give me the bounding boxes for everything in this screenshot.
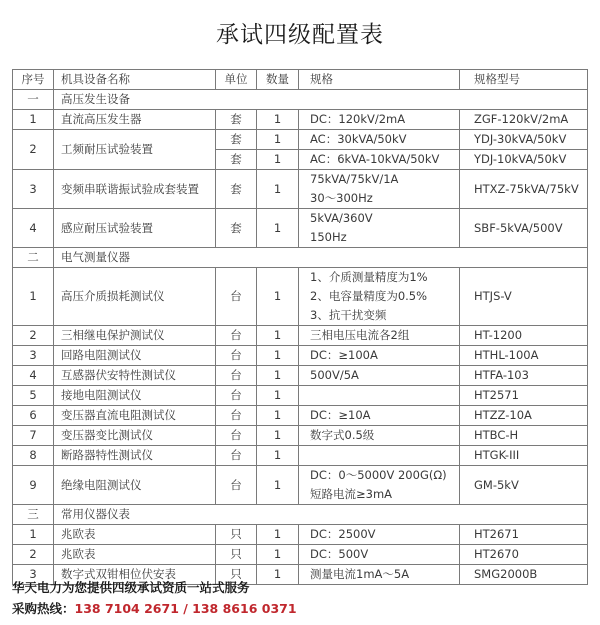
item-model: HTGK-III (460, 446, 588, 466)
item-spec (299, 386, 460, 406)
item-model: ZGF-120kV/2mA (460, 110, 588, 130)
item-quantity: 1 (257, 545, 299, 565)
item-number: 1 (13, 268, 54, 326)
item-unit: 只 (216, 525, 257, 545)
spec-line: 150Hz (310, 230, 347, 244)
item-spec (299, 466, 460, 505)
item-quantity: 1 (257, 426, 299, 446)
item-quantity: 1 (257, 346, 299, 366)
table-row (13, 366, 588, 386)
spec-line: DC：≥10A (310, 408, 371, 422)
item-spec (299, 170, 460, 209)
item-model: YDJ-10kVA/50kV (460, 150, 588, 170)
spec-line: AC：6kVA-10kVA/50kV (310, 152, 440, 166)
table-body (13, 90, 588, 585)
column-header-spec: 规格 (299, 70, 460, 90)
spec-line: DC：120kV/2mA (310, 112, 406, 126)
item-name: 兆欧表 (54, 525, 216, 545)
table-row (13, 406, 588, 426)
spec-line: DC：0～5000V 200G(Ω) (310, 468, 447, 482)
item-number: 3 (13, 346, 54, 366)
item-number: 5 (13, 386, 54, 406)
item-unit: 套 (216, 209, 257, 248)
column-header-qty: 数量 (257, 70, 299, 90)
item-unit: 台 (216, 386, 257, 406)
item-unit: 台 (216, 366, 257, 386)
table-row (13, 525, 588, 545)
spec-line: 3、抗干扰变频 (310, 308, 387, 322)
item-quantity: 1 (257, 446, 299, 466)
item-model: HTJS-V (460, 268, 588, 326)
item-model: HT-1200 (460, 326, 588, 346)
item-quantity: 1 (257, 406, 299, 426)
item-number: 9 (13, 466, 54, 505)
item-name: 变频串联谐振试验成套装置 (54, 170, 216, 209)
config-table (12, 69, 588, 585)
item-spec (299, 366, 460, 386)
section-row (13, 505, 588, 525)
hotline-numbers: 138 7104 2671 / 138 8616 0371 (74, 601, 297, 616)
item-number: 3 (13, 170, 54, 209)
section-title: 电气测量仪器 (54, 248, 588, 268)
spec-line: DC：≥100A (310, 348, 378, 362)
item-unit: 台 (216, 326, 257, 346)
item-spec (299, 346, 460, 366)
item-quantity: 1 (257, 170, 299, 209)
column-header-index: 序号 (13, 70, 54, 90)
item-quantity: 1 (257, 466, 299, 505)
item-name: 回路电阻测试仪 (54, 346, 216, 366)
table-row (13, 110, 588, 130)
section-row (13, 90, 588, 110)
table-row (13, 268, 588, 326)
item-spec (299, 268, 460, 326)
item-name: 数字式双钳相位伏安表 (54, 565, 216, 585)
item-model: SMG2000B (460, 565, 588, 585)
item-unit: 台 (216, 268, 257, 326)
item-number: 2 (13, 326, 54, 346)
item-name: 工频耐压试验装置 (54, 130, 216, 170)
section-index: 一 (13, 90, 54, 110)
item-model: HT2671 (460, 525, 588, 545)
page-title: 承试四级配置表 (216, 22, 384, 48)
item-unit: 套 (216, 170, 257, 209)
item-unit: 台 (216, 346, 257, 366)
table-row (13, 209, 588, 248)
item-name: 高压介质损耗测试仪 (54, 268, 216, 326)
item-model: YDJ-30kVA/50kV (460, 130, 588, 150)
item-unit: 只 (216, 545, 257, 565)
item-unit: 套 (216, 130, 257, 150)
item-name: 互感器伏安特性测试仪 (54, 366, 216, 386)
item-name: 感应耐压试验装置 (54, 209, 216, 248)
table-row (13, 130, 588, 150)
item-unit: 台 (216, 446, 257, 466)
item-unit: 套 (216, 110, 257, 130)
spec-line: 500V/5A (310, 368, 359, 382)
item-quantity: 1 (257, 130, 299, 150)
item-spec (299, 525, 460, 545)
item-unit: 台 (216, 406, 257, 426)
item-quantity: 1 (257, 110, 299, 130)
column-header-model: 规格型号 (460, 70, 588, 90)
spec-line: 测量电流1mA～5A (310, 567, 410, 581)
section-index: 二 (13, 248, 54, 268)
item-number: 6 (13, 406, 54, 426)
spec-line: 5kVA/360V (310, 211, 373, 225)
item-spec (299, 209, 460, 248)
hotline-label: 采购热线： (12, 601, 75, 616)
spec-line: 75kVA/75kV/1A (310, 172, 399, 186)
item-spec (299, 565, 460, 585)
item-model: HTXZ-75kVA/75kV (460, 170, 588, 209)
item-quantity: 1 (257, 268, 299, 326)
item-number: 2 (13, 545, 54, 565)
item-quantity: 1 (257, 565, 299, 585)
item-spec (299, 130, 460, 150)
item-number: 4 (13, 366, 54, 386)
item-spec (299, 326, 460, 346)
footer-hotline (12, 599, 297, 617)
item-quantity: 1 (257, 386, 299, 406)
table-row (13, 346, 588, 366)
item-quantity: 1 (257, 366, 299, 386)
table-row (13, 170, 588, 209)
item-model: HTHL-100A (460, 346, 588, 366)
spec-line: 2、电容量精度为0.5% (310, 289, 428, 303)
item-spec (299, 446, 460, 466)
item-spec (299, 110, 460, 130)
spec-line: 数字式0.5级 (310, 428, 375, 442)
table-row (13, 446, 588, 466)
table-row (13, 545, 588, 565)
item-name: 三相继电保护测试仪 (54, 326, 216, 346)
spec-line: DC：2500V (310, 527, 376, 541)
item-name: 绝缘电阻测试仪 (54, 466, 216, 505)
item-name: 接地电阻测试仪 (54, 386, 216, 406)
section-row (13, 248, 588, 268)
item-model: GM-5kV (460, 466, 588, 505)
item-number: 2 (13, 130, 54, 170)
item-model: HTZZ-10A (460, 406, 588, 426)
item-unit: 只 (216, 565, 257, 585)
spec-line: 三相电压电流各2组 (310, 328, 410, 342)
table-row (13, 466, 588, 505)
item-spec (299, 406, 460, 426)
spec-line: 1、介质测量精度为1% (310, 270, 428, 284)
item-name: 兆欧表 (54, 545, 216, 565)
item-spec (299, 545, 460, 565)
item-number: 7 (13, 426, 54, 446)
column-header-unit: 单位 (216, 70, 257, 90)
item-model: HTFA-103 (460, 366, 588, 386)
item-model: HT2670 (460, 545, 588, 565)
table-row (13, 426, 588, 446)
table-header-row (13, 70, 588, 90)
item-model: SBF-5kVA/500V (460, 209, 588, 248)
item-unit: 台 (216, 426, 257, 446)
section-title: 常用仪器仪表 (54, 505, 588, 525)
spec-line: 短路电流≥3mA (310, 487, 393, 501)
spec-line: AC：30kVA/50kV (310, 132, 407, 146)
item-unit: 台 (216, 466, 257, 505)
item-name: 直流高压发生器 (54, 110, 216, 130)
item-unit: 套 (216, 150, 257, 170)
item-number: 8 (13, 446, 54, 466)
section-title: 高压发生设备 (54, 90, 588, 110)
item-name: 断路器特性测试仪 (54, 446, 216, 466)
spec-line: 30～300Hz (310, 191, 373, 205)
item-number: 4 (13, 209, 54, 248)
item-quantity: 1 (257, 209, 299, 248)
item-model: HTBC-H (460, 426, 588, 446)
footer-slogan: 华天电力为您提供四级承试资质一站式服务 (12, 580, 250, 595)
section-index: 三 (13, 505, 54, 525)
item-model: HT2571 (460, 386, 588, 406)
table-row (13, 326, 588, 346)
item-number: 1 (13, 110, 54, 130)
table-row (13, 386, 588, 406)
item-quantity: 1 (257, 525, 299, 545)
item-spec (299, 150, 460, 170)
column-header-name: 机具设备名称 (54, 70, 216, 90)
item-name: 变压器直流电阻测试仪 (54, 406, 216, 426)
item-spec (299, 426, 460, 446)
item-name: 变压器变比测试仪 (54, 426, 216, 446)
item-number: 1 (13, 525, 54, 545)
item-quantity: 1 (257, 150, 299, 170)
item-quantity: 1 (257, 326, 299, 346)
item-number: 3 (13, 565, 54, 585)
spec-line: DC：500V (310, 547, 369, 561)
